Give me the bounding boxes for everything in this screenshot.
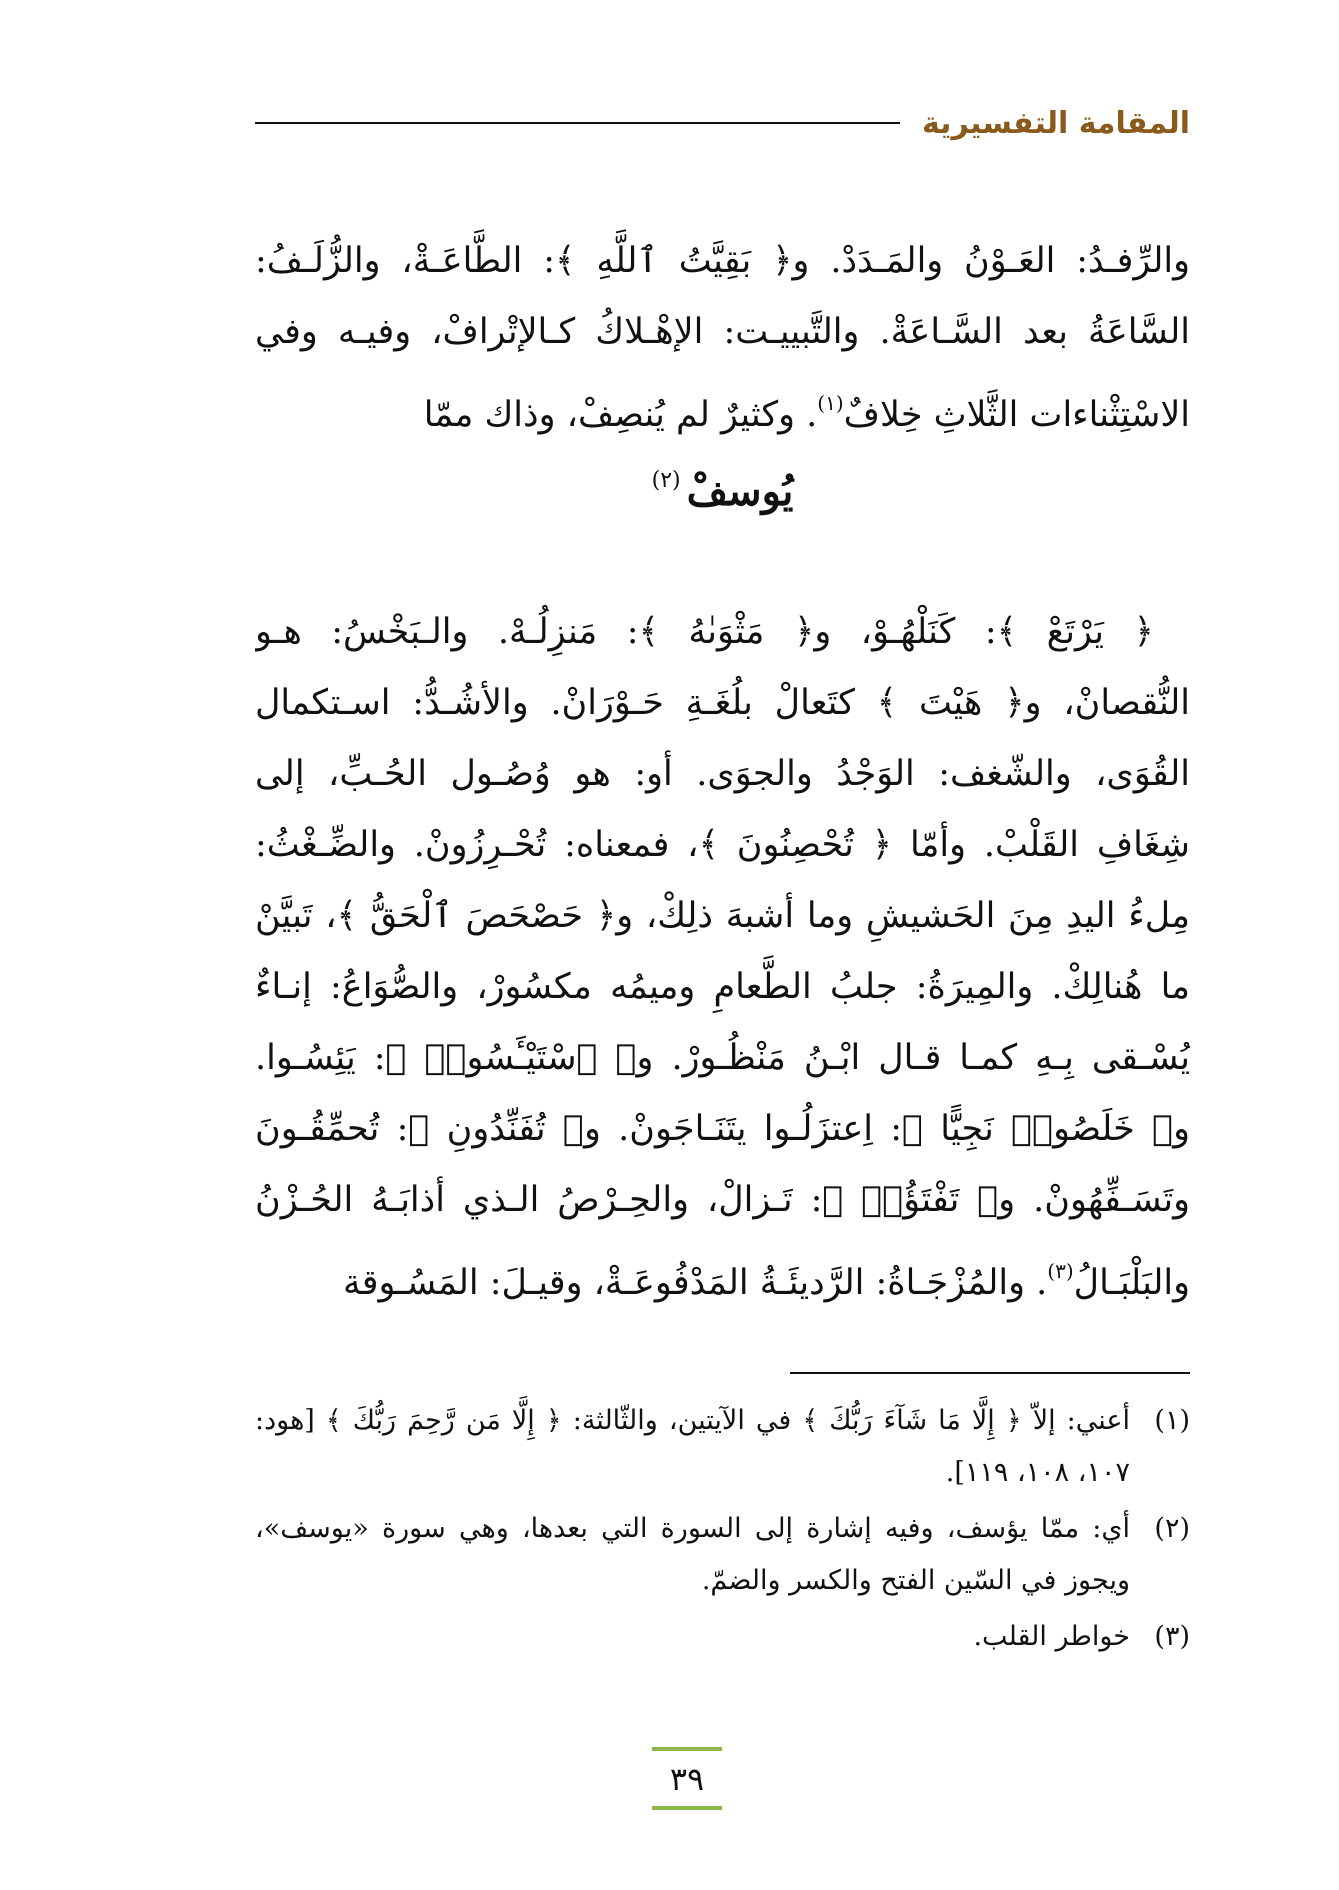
running-header	[255, 100, 1190, 146]
footnote-number: (١)	[1154, 1405, 1190, 1436]
header-rule	[255, 122, 900, 124]
footnote-3	[255, 1611, 1190, 1663]
footnote-text: خواطر القلب.	[973, 1621, 1130, 1652]
footnote-1	[255, 1395, 1190, 1499]
text-line: ما هُنالِكْ. والمِيرَةُ: جلبُ الطَّعامِ وميمُه مكسُورْ، والصُّوَاعُ: إنـاءٌ	[255, 967, 1190, 1007]
text-line: وتَسَـفِّهُونْ. و﴿ تَفْتَؤُا۟ ﴾: تَـزالْ، والحِـرْصُ الـذي أذابَـهُ الحُـزْنُ	[255, 1180, 1190, 1220]
footnote-ref-1[interactable]: (١)	[817, 391, 844, 415]
paragraph-intro	[255, 226, 1190, 451]
paragraph-yusuf	[255, 597, 1190, 1337]
footnote-separator	[790, 1372, 1190, 1374]
paragraph-intro-text: والرِّفـدُ: العَـوْنُ والمَـدَدْ. و﴿ بَقِيَّتُ ٱللَّهِ ﴾: الطَّاعَـةْ، والزُّلَـفُ: السَّاعَةُ بعد السَّـاعَةْ. والتَّبييـت: الإهْـلاكُ كـالإتْرافْ، وفيـه وفي الاسْتِثْناءات الثَّلاثِ خِلافٌ	[255, 241, 1190, 435]
footnote-ref-3[interactable]: (٣)	[1047, 1259, 1074, 1283]
footnote-2	[255, 1503, 1190, 1607]
text-line: ﴿ يَرْتَعْ ﴾: كَنَلْهُـوْ، و﴿ مَثْوَىٰهُ ﴾: مَنزِلُـهْ. والـبَخْسُ: هـو	[255, 612, 1154, 652]
footnote-ref-2[interactable]: (٢)	[651, 468, 681, 493]
text-line: يُسْـقى بِـهِ كمـا قـال ابْـنُ مَنْظُـورْ. و﴿ ٱسْتَيْـَٔسُوا۟ ﴾: يَئِسُـوا.	[255, 1038, 1190, 1078]
section-heading	[255, 468, 1190, 515]
section-heading-title: يُوسفْ	[686, 468, 794, 515]
text-line: مِلءُ اليدِ مِنَ الحَشيشِ وما أشبهَ ذلِكْ، و﴿ حَصْحَصَ ٱلْحَقُّ ﴾، تَبيَّنْ	[255, 896, 1190, 936]
text-line: و﴿ خَلَصُوا۟ نَجِيًّا ﴾: اِعتزَلُـوا يتَنَـاجَونْ. و﴿ تُفَنِّدُونِ ﴾: تُحمِّقُـونَ	[255, 1109, 1190, 1149]
page-number-bar-top	[652, 1747, 722, 1751]
last-line-tail: . والمُزْجَـاةُ: الرَّديئَـةُ المَدْفُوعَـةْ، وقيـلَ: المَسُـوقة	[342, 1263, 1048, 1303]
paragraph-intro-tail: . وكثيرٌ لم يُنصِفْ، وذاك ممّا	[423, 395, 818, 435]
text-line: شِغَافِ القَلْبْ. وأمّا ﴿ تُحْصِنُونَ ﴾، فمعناه: تُحْـرِزُونْ. والضِّـغْثُ:	[255, 825, 1190, 865]
page-number-bar-bottom	[652, 1806, 722, 1810]
footnote-number: (٣)	[1154, 1621, 1190, 1652]
footnotes	[255, 1395, 1190, 1667]
text-line-last	[255, 1236, 1190, 1307]
footnote-text: أي: ممّا يؤسف، وفيه إشارة إلى السورة التي بعدها، وهي سورة «يوسف»، ويجوز في السّين الفتح والكسر والضمّ.	[255, 1513, 1130, 1596]
last-line-start: والبَلْبَـالُ	[1073, 1263, 1190, 1303]
text-line: القُوَى، والشّغف: الوَجْدُ والجوَى. أو: هو وُصُـول الحُـبِّ، إلى	[255, 754, 1190, 794]
page-number: ٣٩	[669, 1760, 705, 1798]
footnote-number: (٢)	[1154, 1513, 1190, 1544]
header-title: المقامة التفسيرية	[921, 105, 1190, 141]
footnote-text: أعني: إلاّ ﴿ إِلَّا مَا شَآءَ رَبُّكَ ﴾ في الآيتين، والثّالثة: ﴿ إِلَّا مَن رَّحِمَ رَبُّكَ ﴾ [هود: ١٠٧، ١٠٨، ١١٩].	[255, 1405, 1130, 1488]
text-line: النُّقصانْ، و﴿ هَيْتَ ﴾ كتَعالْ بلُغَـةِ حَـوْرَانْ. والأشُـدُّ: اسـتكمال	[255, 683, 1190, 723]
